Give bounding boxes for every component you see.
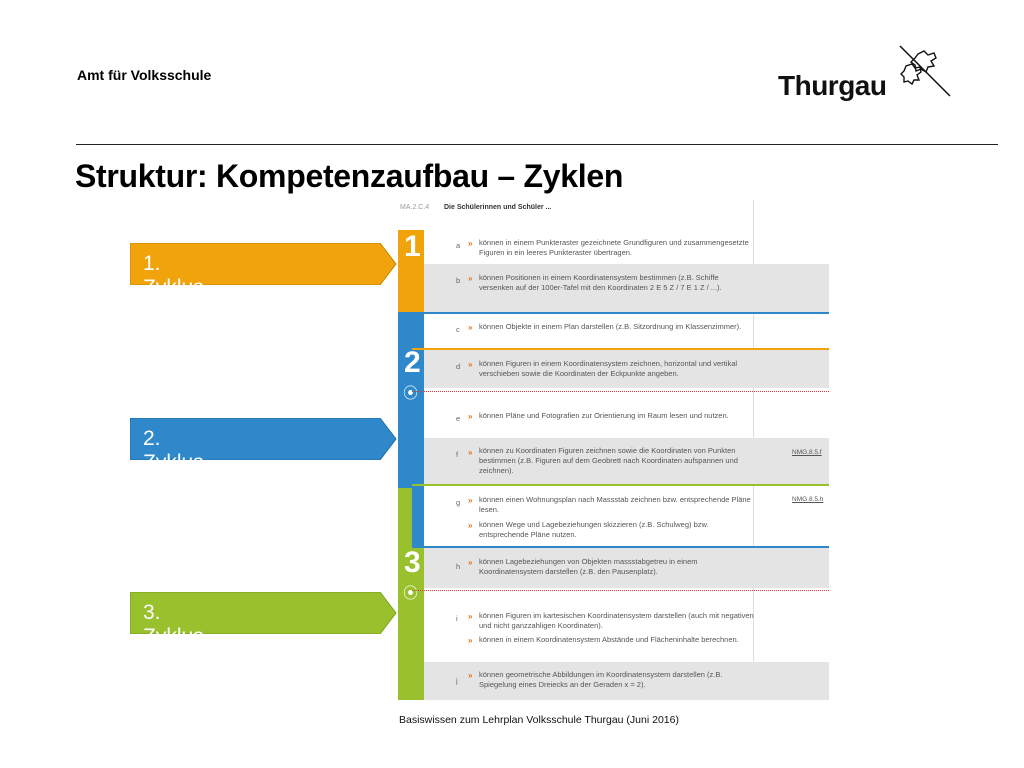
target-icon: ⦿	[403, 385, 419, 402]
row-text: können in einem Punkteraster gezeichnete Grundfiguren und zusammengesetzte Figuren in ein leeres Punkteraster übertragen.	[479, 238, 749, 257]
table-row	[424, 486, 829, 546]
table-row	[424, 602, 829, 660]
chevron-icon: »	[468, 636, 473, 645]
table-row	[424, 350, 829, 388]
table-row	[424, 264, 829, 312]
row-text: können geometrische Abbildungen im Koordinatensystem darstellen (z.B. Spiegelung eines Dreiecks an der Geraden x = 2).	[479, 670, 723, 689]
row-text: können Lagebeziehungen von Objekten massstabgetreu in einem Koordinatensystem darstellen (z.B. den Pausenplatz).	[479, 557, 698, 576]
table-row	[424, 402, 829, 438]
row-text: können Objekte in einem Plan darstellen (z.B. Sitzordnung im Klassenzimmer).	[479, 322, 742, 331]
competence-code: MA.2.C.4	[400, 204, 430, 211]
chevron-icon: »	[468, 360, 473, 369]
cycle-2-label: 2. Zyklus	[143, 427, 204, 474]
cycle-number-2: 2	[404, 346, 421, 379]
header-divider	[76, 144, 998, 145]
table-row	[424, 438, 829, 484]
chevron-icon: »	[468, 558, 473, 567]
row-letter: c	[456, 325, 460, 334]
chevron-icon: »	[468, 239, 473, 248]
chevron-icon: »	[468, 496, 473, 505]
row-text: können einen Wohnungsplan nach Massstab zeichnen bzw. entsprechende Pläne lesen.	[479, 495, 751, 514]
logo-wordmark: Thurgau	[778, 70, 887, 101]
row-text: können Figuren in einem Koordinatensystem zeichnen, horizontal und vertikal verschieben sowie die Koordinaten der Eckpunkte angeben.	[479, 359, 738, 378]
chevron-icon: »	[468, 412, 473, 421]
row-letter: d	[456, 362, 461, 371]
target-icon: ⦿	[403, 585, 419, 602]
cycle-3-label: 3. Zyklus	[143, 601, 204, 648]
row-text: können Figuren im kartesischen Koordinatensystem darstellen (auch mit negativen und nicht ganzzahligen Koordinaten).	[479, 611, 754, 630]
row-text: können zu Koordinaten Figuren zeichnen sowie die Koordinaten von Punkten bestimmen (z.B. Figuren auf dem Geobrett nach Koordinaten aufspannen und zeichnen).	[479, 446, 738, 475]
page-title: Struktur: Kompetenzaufbau – Zyklen	[75, 158, 624, 194]
row-letter: a	[456, 241, 461, 250]
cycle-number-3: 3	[404, 546, 421, 579]
chevron-icon: »	[468, 323, 473, 332]
row-letter: b	[456, 276, 461, 285]
cross-reference-link[interactable]: NMG.8.5.f	[792, 449, 822, 456]
table-row	[424, 548, 829, 588]
row-letter: f	[456, 450, 459, 459]
row-letter: g	[456, 498, 461, 507]
row-text: können in einem Koordinatensystem Abstände und Flächeninhalte berechnen.	[479, 635, 739, 644]
curriculum-table	[398, 200, 829, 700]
table-intro: Die Schülerinnen und Schüler ...	[444, 204, 552, 211]
thurgau-logo	[778, 46, 958, 106]
source-caption: Basiswissen zum Lehrplan Volksschule Thurgau (Juni 2016)	[399, 714, 679, 726]
chevron-icon: »	[468, 448, 473, 457]
table-row	[424, 230, 829, 264]
row-text: können Positionen in einem Koordinatensystem bestimmen (z.B. Schiffe versenken auf der 100er-Tafel mit den Koordinaten 2 E 5 Z / 7 E 1 Z / ...).	[479, 273, 722, 292]
chevron-icon: »	[468, 521, 473, 530]
row-letter: j	[456, 676, 458, 685]
row-letter: e	[456, 414, 461, 423]
cycle-number-1: 1	[404, 230, 421, 263]
table-row	[424, 662, 829, 700]
chevron-icon: »	[468, 671, 473, 680]
basic-requirement-line	[412, 391, 829, 392]
chevron-icon: »	[468, 274, 473, 283]
department-name: Amt für Volksschule	[77, 67, 212, 83]
row-text: können Pläne und Fotografien zur Orientierung im Raum lesen und nutzen.	[479, 411, 729, 420]
table-row	[424, 314, 829, 348]
coat-of-arms-icon	[896, 44, 956, 104]
row-text: können Wege und Lagebeziehungen skizzieren (z.B. Schulweg) bzw. entsprechende Pläne nutzen.	[479, 520, 709, 539]
cross-reference-link[interactable]: NMG.8.5.h	[792, 496, 824, 503]
basic-requirement-line	[412, 590, 829, 591]
row-letter: h	[456, 562, 461, 571]
chevron-icon: »	[468, 612, 473, 621]
row-letter: i	[456, 614, 458, 623]
cycle-1-label: 1. Zyklus	[143, 252, 204, 299]
